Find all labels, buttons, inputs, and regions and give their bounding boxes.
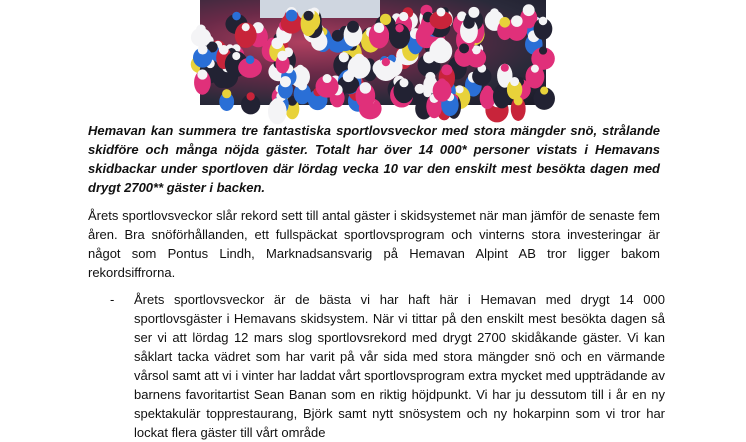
person-helmet [296, 65, 304, 73]
person-helmet [286, 10, 298, 22]
person-helmet [441, 64, 452, 75]
person-helmet [303, 11, 313, 21]
person-helmet [246, 55, 255, 64]
quote-bullet [110, 290, 665, 440]
lead-paragraph: Hemavan kan summera tre fantastiska sportlovsveckor med stora mängder snö, strålande skidföre och många nöjda gäster. Totalt har över 14 000* personer vistats i Hemavans skidbackar under sportloven där lördag vecka 10 var den enskilt mest besökta dagen med drygt 2700** gäster i backen. [88, 123, 660, 195]
person-helmet [343, 71, 354, 82]
person-helmet [459, 43, 469, 53]
person-helmet [323, 74, 332, 83]
person-helmet [483, 86, 492, 95]
quote-text: Årets sportlovsveckor är de bästa vi har haft här i Hemavan med drygt 14 000 sportlovsgäster i Hemavans skidsystem. När vi tittar på den enskilt mest besökta dagen så ser vi att lördag 12 mars slog sportlovsrekord med drygt 2700 skidåkande gäster. Vi kan såklart tacka vädret som har varit på vår sida med stora mängder snö och en värmande vårsol samt att vi i vinter har laddat vårt sportlovsprogram extra mycket med uppträdande av barnens favoritartist Sean Banan som en riktig höjdpunkt. Vi har ju dessutom till i år en ny spektakulär topprestaurang, Björk samt nytt snösystem och ny hokarpinn som vi tror har lockat flera gäster till vårt område [134, 292, 665, 440]
person-helmet [374, 23, 385, 34]
person-helmet [347, 21, 359, 33]
person-helmet [463, 17, 475, 29]
person-helmet [382, 58, 390, 66]
person-helmet [198, 45, 208, 55]
person-helmet [242, 23, 250, 31]
person-helmet [395, 24, 403, 32]
person-helmet [499, 17, 510, 28]
person-helmet [425, 72, 435, 82]
person-helmet [232, 12, 241, 21]
person-helmet [510, 77, 519, 86]
person-helmet [531, 65, 539, 73]
crowd-photo [200, 0, 546, 105]
person-helmet [437, 8, 446, 17]
person-helmet [277, 51, 287, 61]
person-helmet [354, 54, 365, 65]
person-helmet [232, 52, 240, 60]
person-helmet [540, 87, 548, 95]
person-helmet [247, 92, 255, 100]
person-helmet [399, 78, 408, 87]
person-helmet [332, 30, 344, 42]
person-helmet [222, 89, 231, 98]
person-helmet [539, 17, 548, 26]
person-helmet [455, 85, 463, 93]
body-paragraph: Årets sportlovsveckor slår rekord sett till antal gäster i skidsystemet när man jämför de senaste fem åren. Bra snöförhållanden, ett fullspäckat sportlovsprogram och vinterns stora investeringar är något som Pontus Lindh, Marknadsansvarig på Hemavan Alpint AB tror ligger bakom rekordsiffrorna. [88, 208, 660, 280]
person-helmet [197, 69, 207, 79]
person-helmet [435, 38, 446, 49]
bullet-dash: - [110, 292, 115, 307]
person-helmet [438, 78, 446, 86]
person-helmet [339, 52, 349, 62]
person-helmet [523, 4, 535, 16]
crowd-illustration [200, 0, 546, 105]
person-helmet [539, 47, 547, 55]
person-helmet [271, 37, 283, 49]
person-helmet [196, 24, 206, 34]
person-helmet [490, 8, 499, 17]
person-helmet [280, 76, 291, 87]
person-helmet [272, 98, 283, 109]
person-helmet [501, 64, 509, 72]
person-helmet [468, 7, 479, 18]
person-helmet [511, 15, 523, 27]
person-helmet [219, 45, 229, 55]
person-helmet [360, 82, 372, 94]
person-helmet [399, 12, 408, 21]
